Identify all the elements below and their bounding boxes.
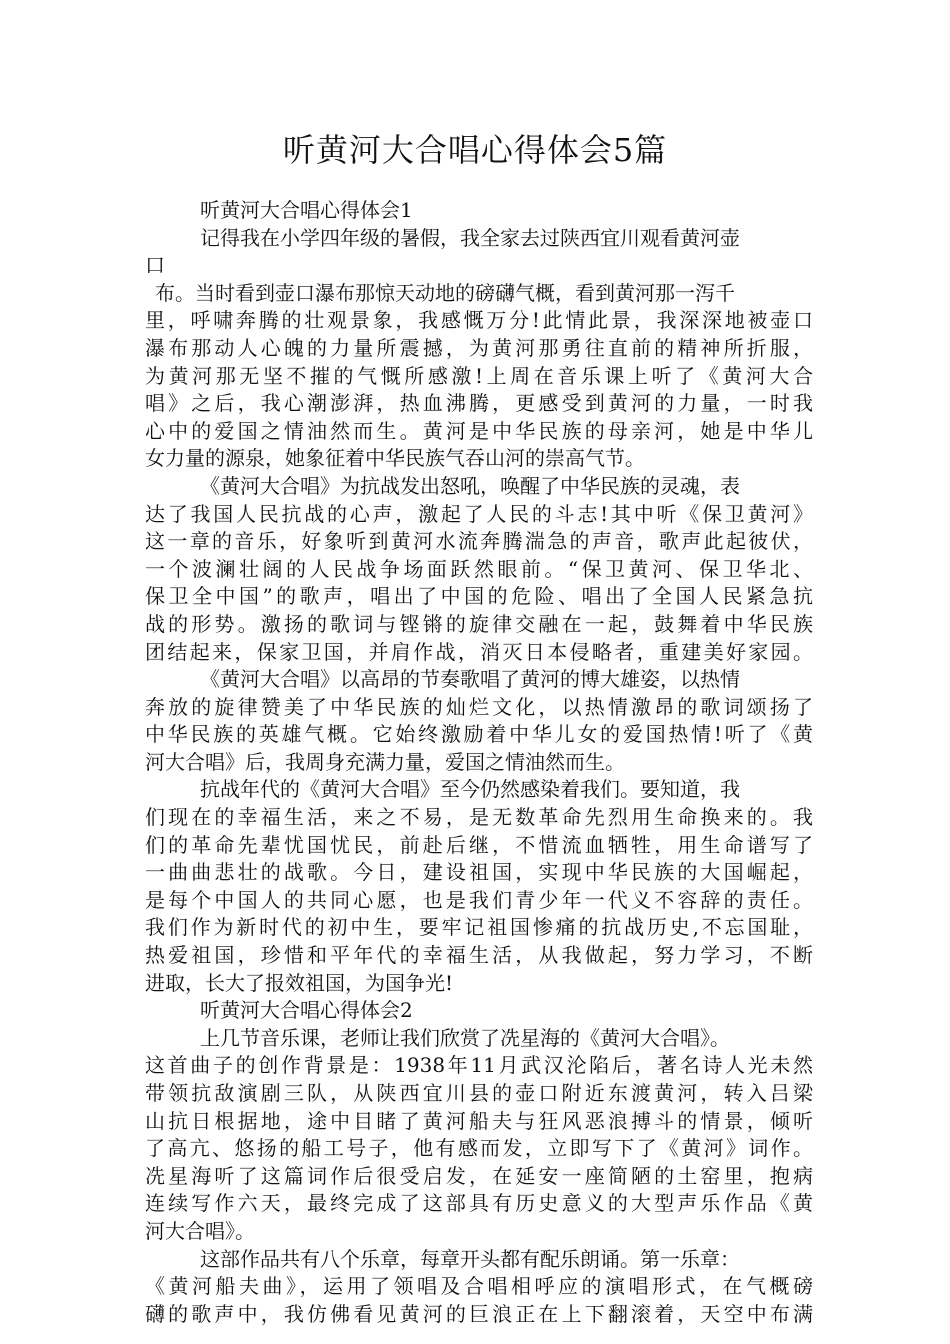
document-title: 听黄河大合唱心得体会5篇	[282, 131, 668, 169]
text-line: 抗战年代的《黄河大合唱》至今仍然感染着我们。要知道，我	[200, 777, 740, 802]
text-line: 听黄河大合唱心得体会1	[200, 198, 413, 222]
text-line: 保卫全中国”的歌声，唱出了中国的危险、唱出了全国人民紧急抗	[145, 584, 813, 609]
text-line: 热爱祖国，珍惜和平年代的幸福生活，从我做起，努力学习，不断	[145, 943, 813, 968]
text-line: 为黄河那无坚不摧的气慨所感激!上周在音乐课上听了《黄河大合	[145, 363, 813, 388]
text-line: 了高亢、悠扬的船工号子，他有感而发，立即写下了《黄河》词作。	[145, 1136, 813, 1161]
text-line: 河大合唱》。	[145, 1218, 255, 1243]
text-line: 瀑布那动人心魄的力量所震撼，为黄河那勇往直前的精神所折服，	[145, 335, 813, 360]
text-line: 是每个中国人的共同心愿，也是我们青少年一代义不容辞的责任。	[145, 887, 813, 912]
document-body	[145, 197, 813, 1328]
text-line: 团结起来，保家卫国，并肩作战，消灭日本侵略者，重建美好家园。	[145, 639, 813, 664]
text-line: 女力量的源泉，她象征着中华民族气吞山河的崇高气节。	[145, 446, 645, 471]
text-line: 听黄河大合唱心得体会2	[200, 998, 413, 1023]
text-line: 们的革命先辈忧国忧民，前赴后继，不惜流血牺牲，用生命谱写了	[145, 832, 813, 857]
text-line: 战的形势。激扬的歌词与铿锵的旋律交融在一起，鼓舞着中华民族	[145, 611, 813, 636]
text-line: 里，呼啸奔腾的壮观景象，我感慨万分!此情此景，我深深地被壶口	[145, 308, 813, 333]
text-line: 这部作品共有八个乐章，每章开头都有配乐朗诵。第一乐章：	[200, 1246, 740, 1271]
text-line: 奔放的旋律赞美了中华民族的灿烂文化，以热情激昂的歌词颂扬了	[145, 694, 813, 719]
text-line: 达了我国人民抗战的心声，激起了人民的斗志!其中听《保卫黄河》	[145, 501, 813, 526]
text-line: 心中的爱国之情油然而生。黄河是中华民族的母亲河，她是中华儿	[145, 418, 813, 443]
text-line: 连续写作六天，最终完成了这部具有历史意义的大型声乐作品《黄	[145, 1191, 813, 1216]
text-line: 我们作为新时代的初中生，要牢记祖国惨痛的抗战历史,不忘国耻，	[145, 915, 813, 940]
text-line: 山抗日根据地，途中目睹了黄河船夫与狂风恶浪搏斗的情景，倾听	[145, 1108, 813, 1133]
text-line: 礴的歌声中，我仿佛看见黄河的巨浪正在上下翻滚着，天空中布满	[145, 1301, 813, 1326]
text-line: 一曲曲悲壮的战歌。今日，建设祖国，实现中华民族的大国崛起，	[145, 860, 813, 885]
text-line: 中华民族的英雄气概。它始终激励着中华儿女的爱国热情!听了《黄	[145, 722, 813, 747]
text-line: 一个波澜壮阔的人民战争场面跃然眼前。“保卫黄河、保卫华北、	[145, 556, 813, 581]
text-line: 《黄河船夫曲》，运用了领唱及合唱相呼应的演唱形式，在气概磅	[145, 1274, 813, 1299]
text-line: 冼星海听了这篇词作后很受启发，在延安一座简陋的土窑里，抱病	[145, 1163, 813, 1188]
text-line: 布。当时看到壶口瀑布那惊天动地的磅礴气概，看到黄河那一泻千	[155, 280, 735, 305]
text-line: 记得我在小学四年级的暑假，我全家去过陕西宜川观看黄河壶	[200, 225, 740, 250]
text-line: 这一章的音乐，好象听到黄河水流奔腾湍急的声音，歌声此起彼伏，	[145, 529, 813, 554]
text-line: 们现在的幸福生活，来之不易，是无数革命先烈用生命换来的。我	[145, 805, 813, 830]
text-line: 带领抗敌演剧三队，从陕西宜川县的壶口附近东渡黄河，转入吕梁	[145, 1081, 813, 1105]
text-line: 口	[145, 253, 165, 278]
text-line: 上几节音乐课，老师让我们欣赏了冼星海的《黄河大合唱》。	[200, 1025, 730, 1050]
text-line: 进取，长大了报效祖国，为国争光!	[145, 970, 454, 995]
text-line: 河大合唱》后，我周身充满力量，爱国之情油然而生。	[145, 749, 625, 774]
text-line: 《黄河大合唱》以高昂的节奏歌唱了黄河的博大雄姿，以热情	[200, 667, 740, 692]
text-line: 唱》之后，我心潮澎湃，热血沸腾，更感受到黄河的力量，一时我	[145, 391, 813, 416]
text-line: 这首曲子的创作背景是：1938年11月武汉沦陷后，著名诗人光未然	[145, 1053, 813, 1078]
text-line: 《黄河大合唱》为抗战发出怒吼，唤醒了中华民族的灵魂，表	[200, 473, 740, 498]
